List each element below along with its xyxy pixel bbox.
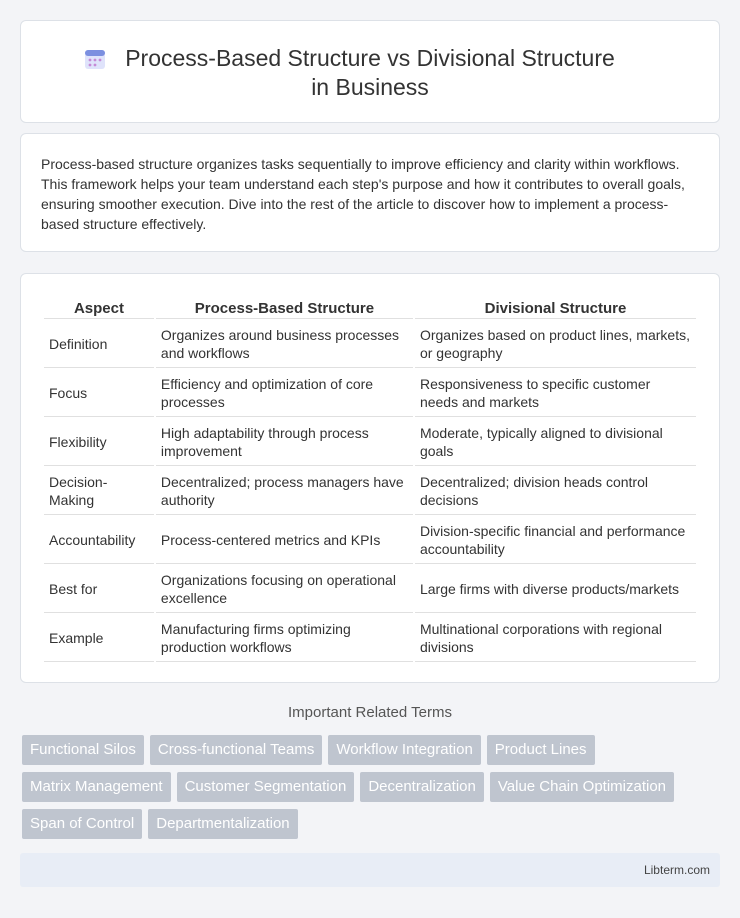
related-term-tag[interactable]: Cross-functional Teams [150,735,322,765]
related-term-tag[interactable]: Functional Silos [22,735,144,765]
column-header-process: Process-Based Structure [156,297,413,319]
table-row [44,615,696,662]
process-cell: High adaptability through process improvement [156,419,413,466]
process-cell: Organizes around business processes and workflows [156,321,413,368]
intro-card [20,133,720,252]
comparison-table [42,295,698,664]
process-cell: Organizations focusing on operational excellence [156,566,413,613]
table-header-row [44,297,696,319]
divisional-cell: Moderate, typically aligned to divisional goals [415,419,696,466]
related-term-tag[interactable]: Departmentalization [148,809,297,839]
table-row [44,468,696,515]
divisional-cell: Multinational corporations with regional divisions [415,615,696,662]
column-header-aspect: Aspect [44,297,154,319]
footer-site-link[interactable]: Libterm.com [643,863,710,877]
related-term-tag[interactable]: Value Chain Optimization [490,772,674,802]
aspect-cell: Decision-Making [44,468,154,515]
aspect-cell: Best for [44,566,154,613]
aspect-cell: Example [44,615,154,662]
table-row [44,321,696,368]
divisional-cell: Division-specific financial and performance accountability [415,517,696,564]
aspect-cell: Definition [44,321,154,368]
related-term-tag[interactable]: Customer Segmentation [177,772,355,802]
divisional-cell: Responsiveness to specific customer needs and markets [415,370,696,417]
process-cell: Decentralized; process managers have authority [156,468,413,515]
process-cell: Process-centered metrics and KPIs [156,517,413,564]
related-term-tag[interactable]: Decentralization [360,772,484,802]
process-cell: Efficiency and optimization of core processes [156,370,413,417]
aspect-cell: Focus [44,370,154,417]
table-row [44,419,696,466]
comparison-table-card [20,273,720,683]
divisional-cell: Organizes based on product lines, markets, or geography [415,321,696,368]
related-term-tag[interactable]: Matrix Management [22,772,171,802]
related-term-tag[interactable]: Span of Control [22,809,142,839]
table-row [44,566,696,613]
table-row [44,517,696,564]
process-cell: Manufacturing firms optimizing production workflows [156,615,413,662]
page-title: Process-Based Structure vs Divisional Structure in Business [125,45,615,100]
divisional-cell: Large firms with diverse products/markets [415,566,696,613]
table-row [44,370,696,417]
related-term-tag[interactable]: Product Lines [487,735,595,765]
tag-row [22,772,722,802]
related-term-tag[interactable]: Workflow Integration [328,735,480,765]
tag-row [22,735,722,765]
title-card [20,20,720,123]
aspect-cell: Accountability [44,517,154,564]
intro-paragraph: Process-based structure organizes tasks sequentially to improve efficiency and clarity within workflows. This framework helps your team understand each step's purpose and how it contributes to overall goals, ensuring smoother execution. Dive into the rest of the article to discover how to implement a process-based structure effectively. [41,156,685,232]
column-header-divisional: Divisional Structure [415,297,696,319]
related-terms-heading: Important Related Terms [288,704,452,721]
related-terms-list [22,735,722,846]
tag-row [22,809,722,839]
aspect-cell: Flexibility [44,419,154,466]
footer [20,853,720,887]
divisional-cell: Decentralized; division heads control decisions [415,468,696,515]
